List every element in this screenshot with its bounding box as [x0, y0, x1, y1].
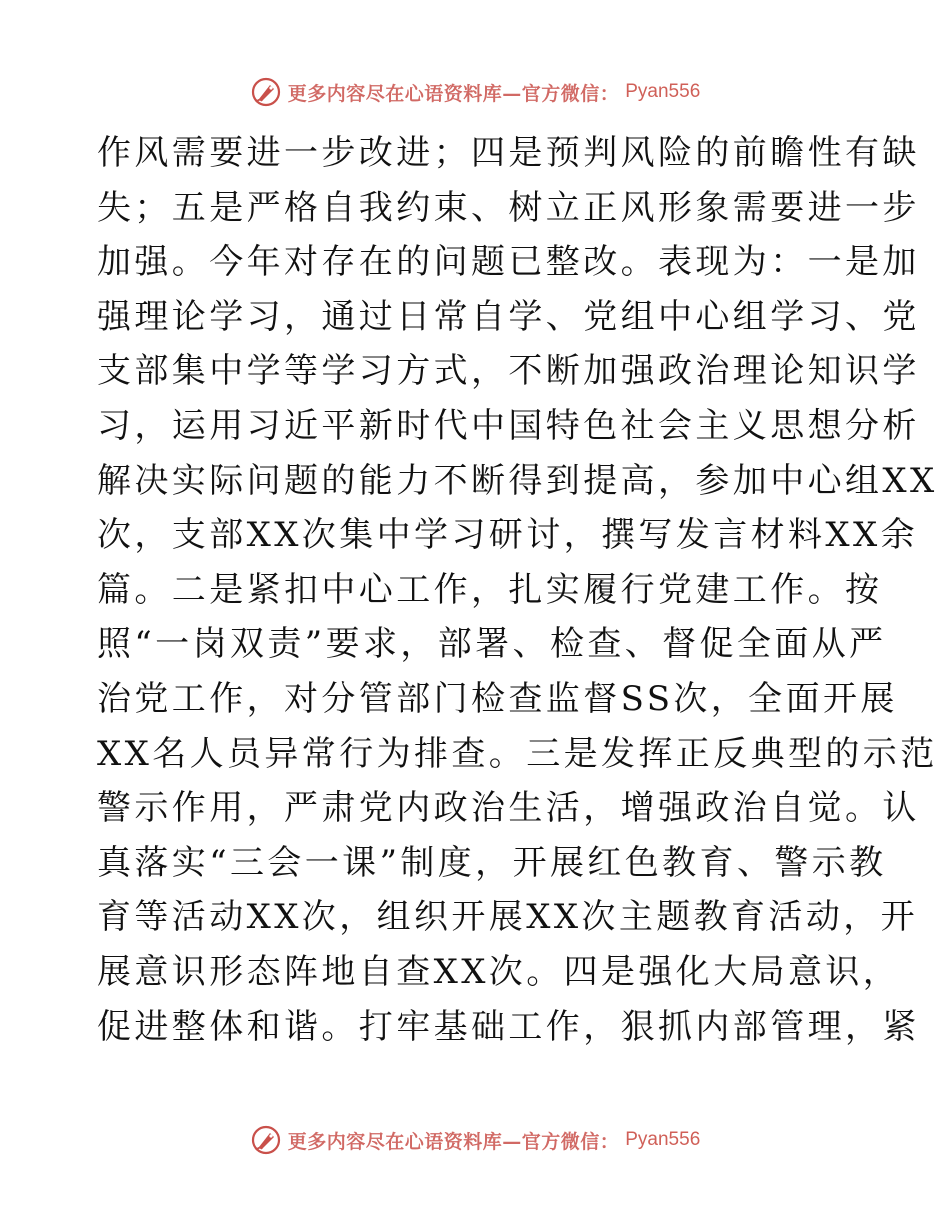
text-line: 育等活动XX次，组织开展XX次主题教育活动，开: [97, 897, 919, 938]
watermark-wechat-id: Pyan556: [625, 81, 701, 102]
watermark-text: 更多内容尽在心语资料库—官方微信：: [287, 82, 620, 105]
text-line: 作风需要进一步改进；四是预判风险的前瞻性有缺: [97, 133, 920, 173]
pen-nib-logo-icon: [250, 76, 282, 108]
text-line: 失；五是严格自我约束、树立正风形象需要进一步: [97, 187, 920, 228]
text-line: 强理论学习，通过日常自学、党组中心组学习、党: [97, 296, 920, 337]
text-line: 解决实际问题的能力不断得到提高，参加中心组XX: [97, 460, 938, 501]
document-body: [97, 126, 938, 1054]
text-line: 加强。今年对存在的问题已整改。表现为：一是加: [97, 242, 920, 283]
watermark-wechat-id: Pyan556: [625, 1129, 701, 1150]
text-line: 照“一岗双责”要求，部署、检查、督促全面从严: [97, 624, 887, 665]
text-line: 警示作用，严肃党内政治生活，增强政治自觉。认: [97, 788, 920, 829]
text-line: 次，支部XX次集中学习研讨，撰写发言材料XX余: [97, 515, 919, 556]
text-line: 支部集中学等学习方式，不断加强政治理论知识学: [97, 351, 920, 392]
text-line: 促进整体和谐。打牢基础工作，狠抓内部管理，紧: [97, 1006, 920, 1047]
text-line: 习，运用习近平新时代中国特色社会主义思想分析: [97, 405, 920, 446]
text-line: XX名人员异常行为排查。三是发挥正反典型的示范: [97, 733, 938, 774]
text-line: 展意识形态阵地自查XX次。四是强化大局意识，: [97, 951, 901, 992]
pen-nib-logo-icon: [250, 1124, 282, 1156]
text-line: 治党工作，对分管部门检查监督SS次，全面开展: [97, 678, 898, 719]
text-line: 篇。二是紧扣中心工作，扎实履行党建工作。按: [97, 569, 883, 610]
footer-watermark: [0, 1120, 950, 1160]
header-watermark: [0, 72, 950, 112]
watermark-text: 更多内容尽在心语资料库—官方微信：: [287, 1130, 620, 1153]
text-line: 真落实“三会一课”制度，开展红色教育、警示教: [97, 842, 887, 883]
